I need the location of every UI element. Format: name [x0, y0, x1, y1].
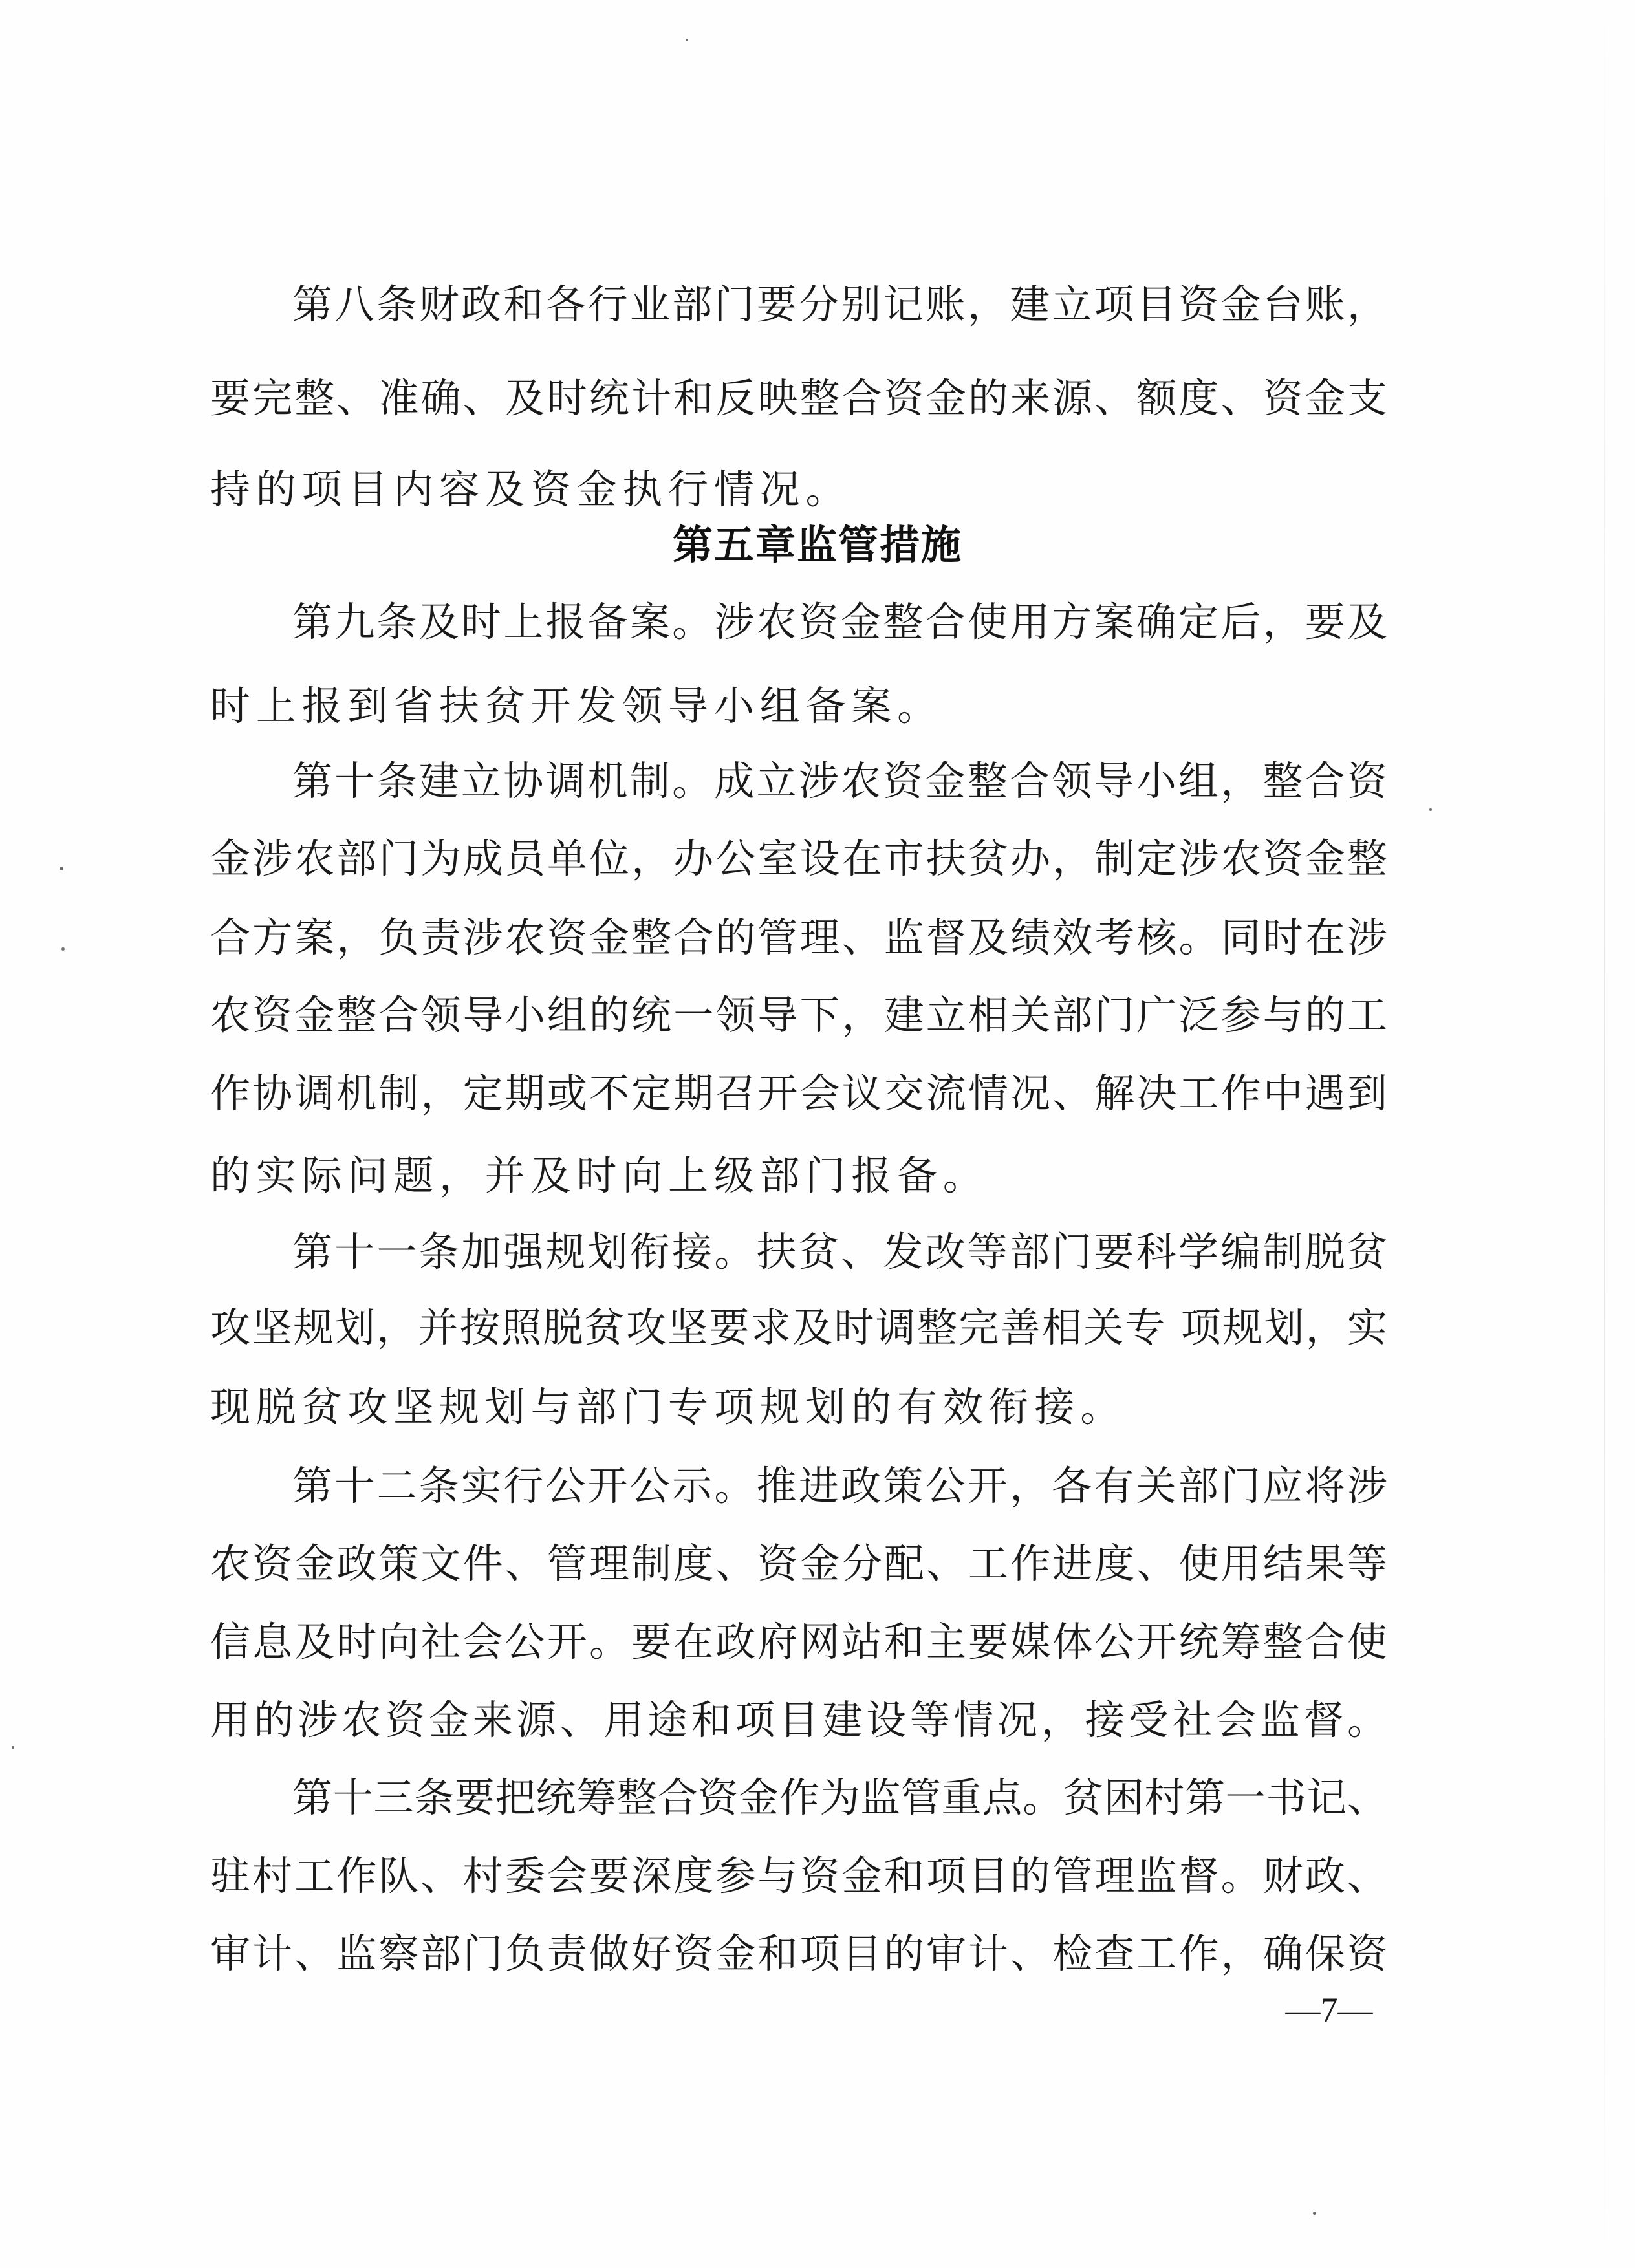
- scan-speck: [61, 947, 65, 951]
- article-10-line-4: 农资金整合领导小组的统一领导下，建立相关部门广泛参与的工: [210, 991, 1387, 1039]
- scan-speck: [1313, 2212, 1316, 2215]
- chapter-heading: 第五章监管措施: [672, 521, 962, 568]
- article-13-line-3: 审计、监察部门负责做好资金和项目的审计、检查工作，确保资: [210, 1930, 1387, 1977]
- article-12-line-1: 第十二条实行公开公示。推进政策公开，各有关部门应将涉: [292, 1462, 1387, 1509]
- scan-speck: [12, 1746, 14, 1749]
- article-11-line-2: 攻坚规划，并按照脱贫攻坚要求及时调整完善相关专 项规划，实: [210, 1304, 1387, 1351]
- article-10-line-2: 金涉农部门为成员单位，办公室设在市扶贫办，制定涉农资金整: [210, 835, 1387, 882]
- article-8-line-1: 第八条财政和各行业部门要分别记账，建立项目资金台账，: [292, 281, 1387, 328]
- article-10-line-1: 第十条建立协调机制。成立涉农资金整合领导小组，整合资: [292, 757, 1387, 805]
- article-12-line-3: 信息及时向社会公开。要在政府网站和主要媒体公开统筹整合使: [210, 1618, 1387, 1665]
- article-10-line-5: 作协调机制，定期或不定期召开会议交流情况、解决工作中遇到: [210, 1070, 1387, 1117]
- article-8-line-3: 持的项目内容及资金执行情况。: [210, 466, 852, 513]
- article-10-line-6: 的实际问题，并及时向上级部门报备。: [210, 1152, 989, 1199]
- scan-speck: [1429, 808, 1432, 811]
- article-13-line-2: 驻村工作队、村委会要深度参与资金和项目的管理监督。财政、: [210, 1852, 1387, 1899]
- article-12-line-2: 农资金政策文件、管理制度、资金分配、工作进度、使用结果等: [210, 1540, 1387, 1587]
- page-number: —7—: [1285, 1991, 1373, 2029]
- article-9-line-1: 第九条及时上报备案。涉农资金整合使用方案确定后，要及: [292, 598, 1387, 645]
- scan-speck: [686, 39, 688, 41]
- article-11-line-1: 第十一条加强规划衔接。扶贫、发改等部门要科学编制脱贫: [292, 1228, 1387, 1275]
- article-8-line-2: 要完整、准确、及时统计和反映整合资金的来源、额度、资金支: [210, 374, 1387, 422]
- article-12-line-4: 用的涉农资金来源、用途和项目建设等情况，接受社会监督。: [210, 1696, 1387, 1744]
- scan-speck: [60, 867, 63, 870]
- article-9-line-2: 时上报到省扶贫开发领导小组备案。: [210, 682, 943, 729]
- article-11-line-3: 现脱贫攻坚规划与部门专项规划的有效衔接。: [210, 1383, 1127, 1431]
- article-13-line-1: 第十三条要把统筹整合资金作为监管重点。贫困村第一书记、: [292, 1774, 1387, 1821]
- scan-edge-shadow: [1604, 0, 1605, 2268]
- article-10-line-3: 合方案，负责涉农资金整合的管理、监督及绩效考核。同时在涉: [210, 914, 1387, 961]
